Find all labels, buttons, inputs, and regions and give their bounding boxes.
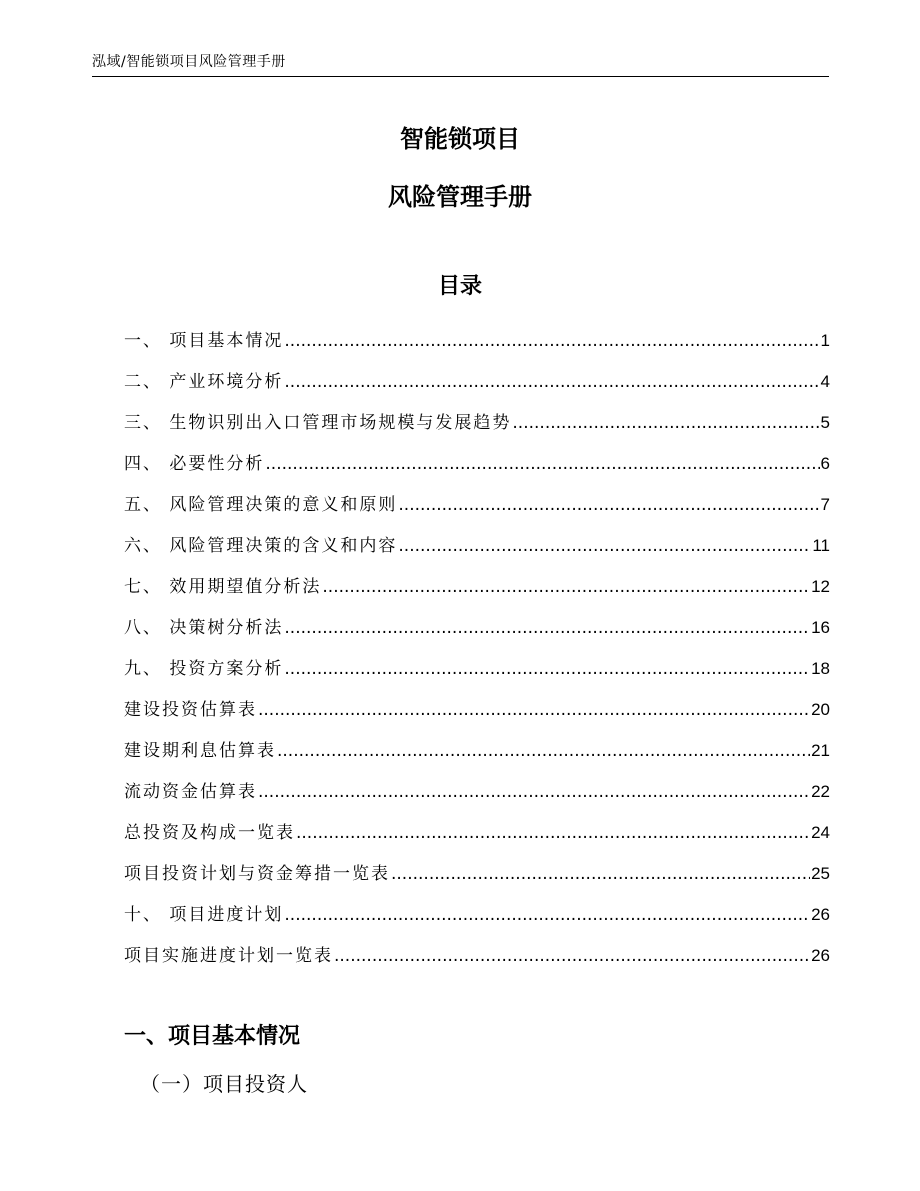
toc-entry[interactable] (124, 320, 830, 361)
toc-dot-leader (296, 813, 810, 854)
toc-dot-leader (258, 690, 810, 731)
toc-entry[interactable] (124, 484, 830, 525)
toc-entry[interactable] (124, 812, 830, 853)
toc-dot-leader (284, 362, 819, 403)
toc-entry-page: 26 (811, 946, 830, 965)
toc-entry[interactable] (124, 935, 830, 976)
toc-entry-page: 18 (811, 659, 830, 678)
toc-entry-page: 22 (811, 782, 830, 801)
toc-entry[interactable] (124, 607, 830, 648)
toc-entry-page: 1 (820, 331, 830, 350)
document-title: 智能锁项目 (400, 125, 520, 153)
section-heading: 一、项目基本情况 (124, 1024, 301, 1049)
toc-heading: 目录 (437, 274, 482, 299)
document-subtitle: 风险管理手册 (388, 183, 532, 211)
toc-entry-page: 24 (811, 823, 830, 842)
toc-entry-label: 三、 生物识别出入口管理市场规模与发展趋势 (124, 413, 512, 433)
toc-dot-leader (398, 485, 819, 526)
toc-entry[interactable] (124, 648, 830, 689)
toc-entry[interactable] (124, 730, 830, 771)
toc-entry[interactable] (124, 566, 830, 607)
toc-entry-label: 建设投资估算表 (124, 700, 257, 720)
toc-entry-label: 建设期利息估算表 (124, 741, 276, 761)
toc-entry-label: 七、 效用期望值分析法 (124, 577, 322, 597)
toc-dot-leader (398, 526, 811, 567)
toc-dot-leader (512, 403, 819, 444)
toc-dot-leader (265, 444, 819, 485)
toc-entry-page: 21 (811, 741, 830, 760)
running-header: 泓域/智能锁项目风险管理手册 (92, 52, 829, 77)
toc-entry-label: 一、 项目基本情况 (124, 331, 284, 351)
toc-entry-label: 五、 风险管理决策的意义和原则 (124, 495, 398, 515)
toc-entry-page: 5 (820, 413, 830, 432)
toc-dot-leader (322, 567, 810, 608)
toc-entry-page: 25 (811, 864, 830, 883)
toc-entry[interactable] (124, 894, 830, 935)
toc-dot-leader (284, 608, 810, 649)
toc-entry-page: 20 (811, 700, 830, 719)
toc-dot-leader (277, 731, 810, 772)
toc-entry[interactable] (124, 771, 830, 812)
toc-entry-page: 4 (820, 372, 830, 391)
toc-entry-page: 16 (811, 618, 830, 637)
toc-dot-leader (391, 854, 810, 895)
table-of-contents (124, 320, 830, 976)
toc-dot-leader (284, 895, 810, 936)
toc-entry-label: 项目投资计划与资金筹措一览表 (124, 864, 390, 884)
toc-entry[interactable] (124, 443, 830, 484)
toc-entry[interactable] (124, 853, 830, 894)
toc-dot-leader (284, 321, 819, 362)
toc-entry-page: 11 (812, 536, 830, 555)
toc-entry-label: 流动资金估算表 (124, 782, 257, 802)
toc-dot-leader (334, 936, 810, 977)
toc-entry-label: 九、 投资方案分析 (124, 659, 284, 679)
toc-entry-label: 四、 必要性分析 (124, 454, 265, 474)
toc-entry[interactable] (124, 689, 830, 730)
toc-entry[interactable] (124, 402, 830, 443)
toc-entry-label: 六、 风险管理决策的含义和内容 (124, 536, 398, 556)
toc-entry-label: 总投资及构成一览表 (124, 823, 295, 843)
toc-entry-label: 二、 产业环境分析 (124, 372, 284, 392)
toc-dot-leader (284, 649, 810, 690)
toc-entry-page: 7 (820, 495, 830, 514)
toc-entry[interactable] (124, 525, 830, 566)
toc-entry-page: 6 (820, 454, 830, 473)
toc-entry[interactable] (124, 361, 830, 402)
subsection-heading: （一）项目投资人 (140, 1072, 308, 1096)
toc-entry-page: 12 (811, 577, 830, 596)
toc-entry-label: 八、 决策树分析法 (124, 618, 284, 638)
toc-entry-label: 项目实施进度计划一览表 (124, 946, 333, 966)
toc-dot-leader (258, 772, 810, 813)
toc-entry-label: 十、 项目进度计划 (124, 905, 284, 925)
toc-entry-page: 26 (811, 905, 830, 924)
